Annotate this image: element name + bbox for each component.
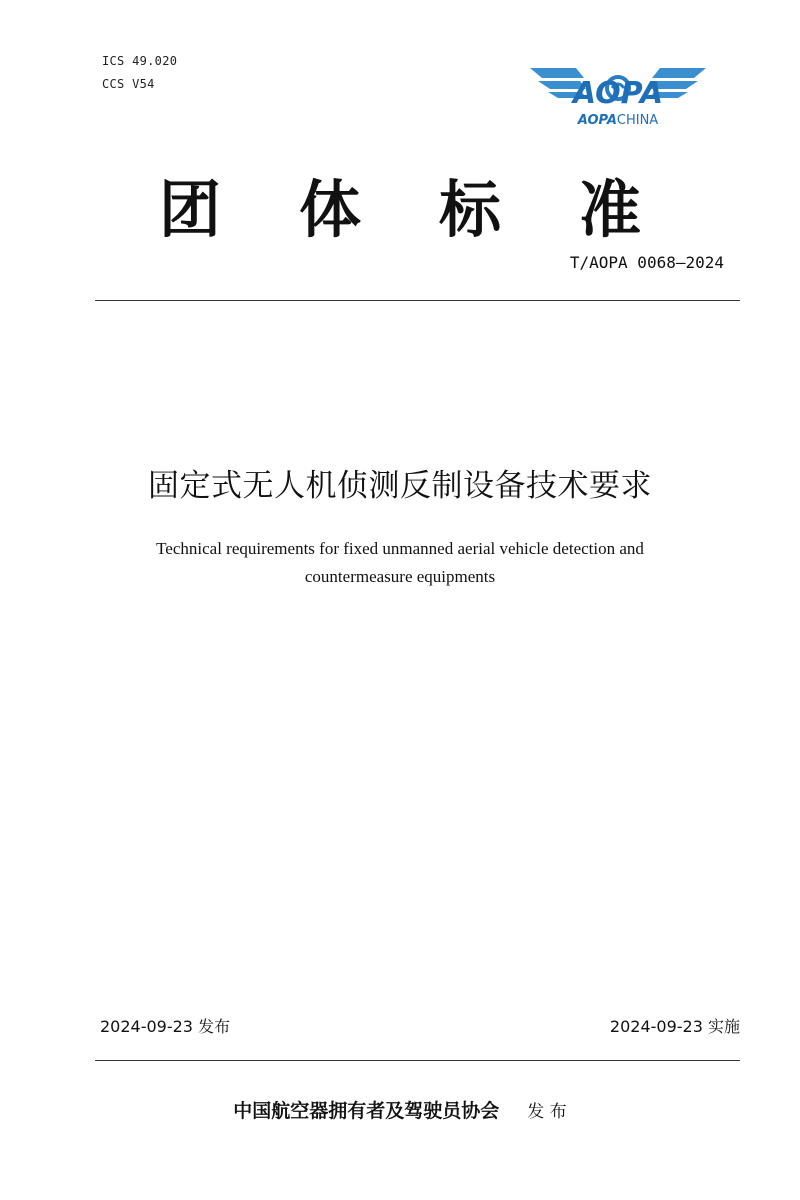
document-title-chinese: 固定式无人机侦测反制设备技术要求: [148, 468, 652, 504]
english-title-line: countermeasure equipments: [304, 567, 496, 586]
document-title-english: [100, 535, 700, 591]
logo-sub-bold: AOPA: [577, 113, 617, 128]
standard-type-char: 体: [298, 173, 361, 246]
standard-type-char: 准: [578, 173, 641, 246]
svg-text:AOPACHINA: [577, 113, 659, 128]
ccs-code: CCS V54: [102, 77, 155, 91]
standard-type-char: 团: [158, 173, 221, 246]
bottom-divider: [95, 1060, 740, 1061]
aopa-logo-icon: [528, 60, 708, 132]
logo-main-text: AOPA: [572, 76, 664, 111]
logo-sub-rest: CHINA: [616, 113, 659, 128]
publish-date: 2024-09-23 发布: [100, 1017, 231, 1036]
standard-type-title: [0, 160, 800, 249]
publisher-name: 中国航空器拥有者及驾驶员协会: [233, 1100, 500, 1122]
aopa-china-logo: [528, 60, 708, 132]
implementation-date: 2024-09-23 实施: [609, 1017, 740, 1036]
publisher-line: [0, 1096, 800, 1123]
standard-type-char: 标: [438, 173, 501, 246]
ics-code: ICS 49.020: [102, 54, 178, 68]
english-title-line: Technical requirements for fixed unmanned aerial vehicle detection and: [156, 539, 644, 558]
top-divider: [95, 300, 740, 301]
publisher-suffix: 发 布: [527, 1102, 567, 1122]
standard-number: T/AOPA 0068—2024: [569, 253, 724, 272]
